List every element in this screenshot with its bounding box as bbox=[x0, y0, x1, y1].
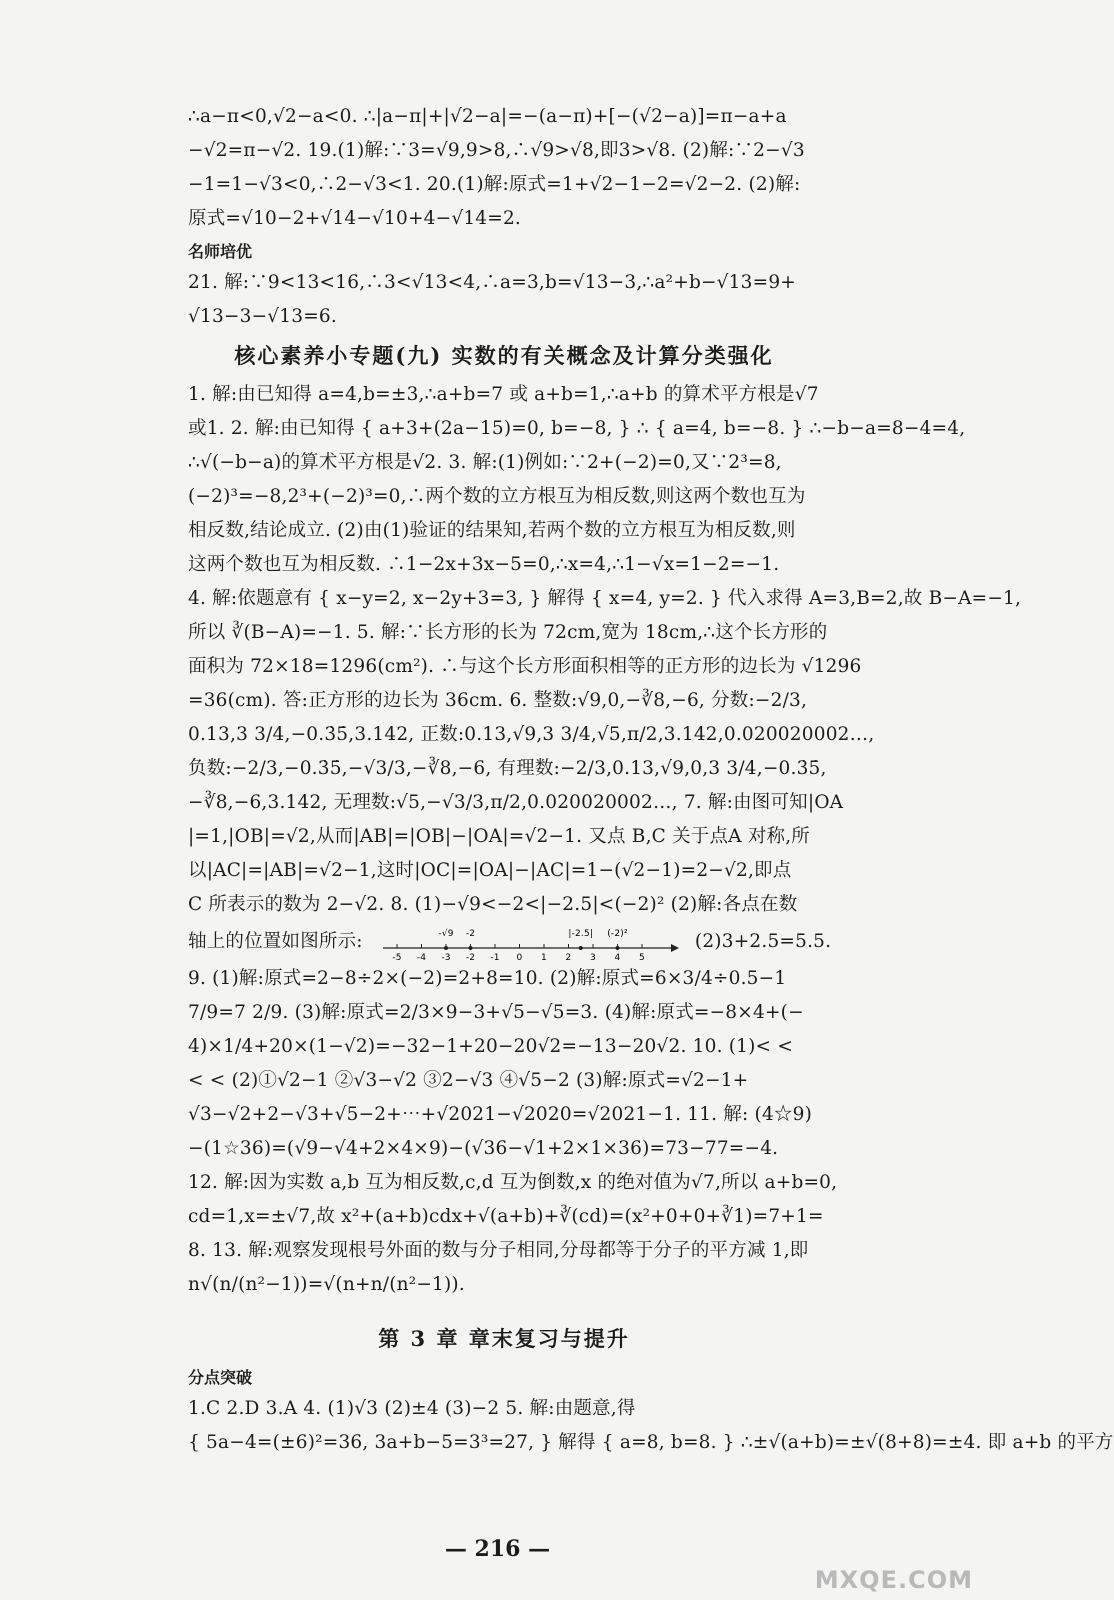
text-line: 相反数,结论成立. (2)由(1)验证的结果知,若两个数的立方根互为相反数,则 bbox=[188, 520, 796, 541]
text-line: =36(cm). 答:正方形的边长为 36cm. 6. 整数:√9,0,−∛8,−6, 分数:−2/3, bbox=[188, 690, 808, 711]
number-line-point bbox=[444, 946, 448, 950]
topic-answers bbox=[188, 378, 1022, 922]
text-line: 0.13,3 3/4,−0.3̇5̇,3.142, 正数:0.13,√9,3 3/4,√5,π/2,3.142,0.020020002…, bbox=[188, 724, 875, 745]
number-line-tick-label: -1 bbox=[490, 953, 500, 963]
number-line-point bbox=[579, 946, 583, 950]
text-line: 面积为 72×18=1296(cm²). ∴与这个长方形面积相等的正方形的边长为 √1296 bbox=[188, 656, 862, 677]
number-line-point-label: -√9 bbox=[438, 929, 454, 939]
number-line-points bbox=[438, 928, 628, 950]
chapter-answers bbox=[188, 1392, 1114, 1460]
section-label-fendian: 分点突破 bbox=[188, 1368, 253, 1387]
number-line-point bbox=[615, 946, 619, 950]
number-line-tick-label: -2 bbox=[465, 953, 476, 963]
text-line: √3−√2+2−√3+√5−2+⋯+√2021−√2020=√2021−1. 11. 解: (4☆9) bbox=[188, 1104, 813, 1125]
text-line: 负数:−2/3,−0.3̇5̇,−√3/3,−∛8,−6, 有理数:−2/3,0.13,√9,0,3 3/4,−0.3̇5̇, bbox=[188, 758, 827, 779]
text-line: |=1,|OB|=√2,从而|AB|=|OB|−|OA|=√2−1. 又点 B,C 关于点A 对称,所 bbox=[188, 826, 811, 847]
answers-19-20 bbox=[188, 100, 820, 236]
answer-21 bbox=[188, 266, 820, 334]
number-line-tick-label: 0 bbox=[516, 953, 523, 963]
text-line: { 5a−4=(±6)²=36, 3a+b−5=3³=27, } 解得 { a=8, b=8. } ∴±√(a+b)=±√(8+8)=±4. 即 a+b 的平方 bbox=[188, 1432, 1114, 1453]
number-line-tick-label: 5 bbox=[638, 953, 645, 963]
text-line: 12. 解:因为实数 a,b 互为相反数,c,d 互为倒数,x 的绝对值为√7,所以 a+b=0, bbox=[188, 1172, 838, 1193]
number-line-tick-label: -4 bbox=[416, 953, 427, 963]
text-line: < < (2)①√2−1 ②√3−√2 ③2−√3 ④√5−2 (3)解:原式=√2−1+ bbox=[188, 1070, 749, 1091]
text-line: n√(n/(n²−1))=√(n+n/(n²−1)). bbox=[188, 1274, 465, 1295]
number-line-point-label: (-2)² bbox=[607, 929, 628, 939]
section-label-mingshi: 名师培优 bbox=[188, 242, 253, 261]
text-line: 这两个数也互为相反数. ∴1−2x+3x−5=0,∴x=4,∴1−√x=1−2=−1. bbox=[188, 554, 780, 575]
text-line: √13−3−√13=6. bbox=[188, 306, 337, 327]
text-line: 1.C 2.D 3.A 4. (1)√3 (2)±4 (3)−2 5. 解:由题意,得 bbox=[188, 1398, 636, 1419]
text-line: 7/9=7 2/9. (3)解:原式=2/3×9−3+√5−√5=3. (4)解:原式=−8×4+(− bbox=[188, 1002, 804, 1023]
number-line-tick-label: -3 bbox=[441, 953, 451, 963]
number-line-tick-label: 1 bbox=[540, 953, 547, 963]
numberline-suffix: (2)3+2.5=5.5. bbox=[694, 931, 832, 952]
number-line-ticks bbox=[392, 944, 645, 963]
text-line: −(1☆36)=(√9−√4+2×4×9)−(√36−√1+2×1×36)=73−77=−4. bbox=[188, 1138, 779, 1159]
text-line: −√2=π−√2. 19.(1)解:∵3=√9,9>8,∴√9>√8,即3>√8. (2)解:∵2−√3 bbox=[188, 140, 805, 161]
text-line: ∴√(−b−a)的算术平方根是√2. 3. 解:(1)例如:∵2+(−2)=0,又∵2³=8, bbox=[188, 452, 782, 473]
number-line-tick-label: 2 bbox=[565, 953, 572, 963]
text-line: 原式=√10−2+√14−√10+4−√14=2. bbox=[188, 208, 522, 229]
page-number: — 216 — bbox=[444, 1536, 551, 1562]
text-line: 所以 ∛(B−A)=−1. 5. 解:∵长方形的长为 72cm,宽为 18cm,∴这个长方形的 bbox=[188, 622, 828, 643]
text-line: 或1. 2. 解:由已知得 { a+3+(2a−15)=0, b=−8, } ∴ { a=4, b=−8. } ∴−b−a=8−4=4, bbox=[188, 418, 966, 439]
text-line: 21. 解:∵9<13<16,∴3<√13<4,∴a=3,b=√13−3,∴a²+b−√13=9+ bbox=[188, 272, 796, 293]
numberline-row bbox=[188, 922, 832, 963]
text-line: (−2)³=−8,2³+(−2)³=0,∴两个数的立方根互为相反数,则这两个数也互为 bbox=[188, 486, 806, 507]
number-line-tick-label: 3 bbox=[589, 953, 596, 963]
number-line-tick-label: 4 bbox=[614, 953, 621, 963]
page-content bbox=[188, 100, 1114, 1460]
text-line: 以|AC|=|AB|=√2−1,这时|OC|=|OA|−|AC|=1−(√2−1)=2−√2,即点 bbox=[188, 860, 792, 881]
number-line-point-label: |-2.5| bbox=[568, 929, 593, 939]
chapter-heading: 第 3 章 章末复习与提升 bbox=[378, 1326, 630, 1351]
text-line: 8. 13. 解:观察发现根号外面的数与分子相同,分母都等于分子的平方减 1,即 bbox=[188, 1240, 809, 1261]
topic-heading: 核心素养小专题(九) 实数的有关概念及计算分类强化 bbox=[234, 343, 774, 368]
number-line-tick-label: -5 bbox=[392, 953, 402, 963]
number-line-point bbox=[468, 946, 472, 950]
answers-9-13 bbox=[188, 962, 838, 1302]
text-line: −1=1−√3<0,∴2−√3<1. 20.(1)解:原式=1+√2−1−2=√2−2. (2)解: bbox=[188, 174, 801, 195]
number-line-arrow bbox=[671, 944, 679, 952]
text-line: cd=1,x=±√7,故 x²+(a+b)cdx+√(a+b)+∛(cd)=(x²+0+0+∛1)=7+1= bbox=[188, 1206, 824, 1227]
text-line: −∛8,−6,3.142, 无理数:√5,−√3/3,π/2,0.020020002…, 7. 解:由图可知|OA bbox=[188, 792, 844, 813]
text-line: 4)×1/4+20×(1−√2)=−32−1+20−20√2=−13−20√2. 10. (1)< < bbox=[188, 1036, 794, 1057]
text-line: 9. (1)解:原式=2−8÷2×(−2)=2+8=10. (2)解:原式=6×3/4÷0.5−1 bbox=[188, 968, 787, 989]
numberline-prefix: 轴上的位置如图所示: bbox=[188, 931, 363, 952]
text-line: ∴a−π<0,√2−a<0. ∴|a−π|+|√2−a|=−(a−π)+[−(√2−a)]=π−a+a bbox=[188, 106, 787, 127]
watermark-logo: MXQE.COM bbox=[814, 1566, 973, 1594]
text-line: C 所表示的数为 2−√2. 8. (1)−√9<−2<|−2.5|<(−2)² (2)解:各点在数 bbox=[188, 894, 798, 915]
text-line: 1. 解:由已知得 a=4,b=±3,∴a+b=7 或 a+b=1,∴a+b 的算术平方根是√7 bbox=[188, 384, 819, 405]
number-line-point-label: -2 bbox=[465, 929, 476, 939]
text-line: 4. 解:依题意有 { x−y=2, x−2y+3=3, } 解得 { x=4, y=2. } 代入求得 A=3,B=2,故 B−A=−1, bbox=[188, 588, 1022, 609]
number-line-figure bbox=[379, 922, 679, 962]
